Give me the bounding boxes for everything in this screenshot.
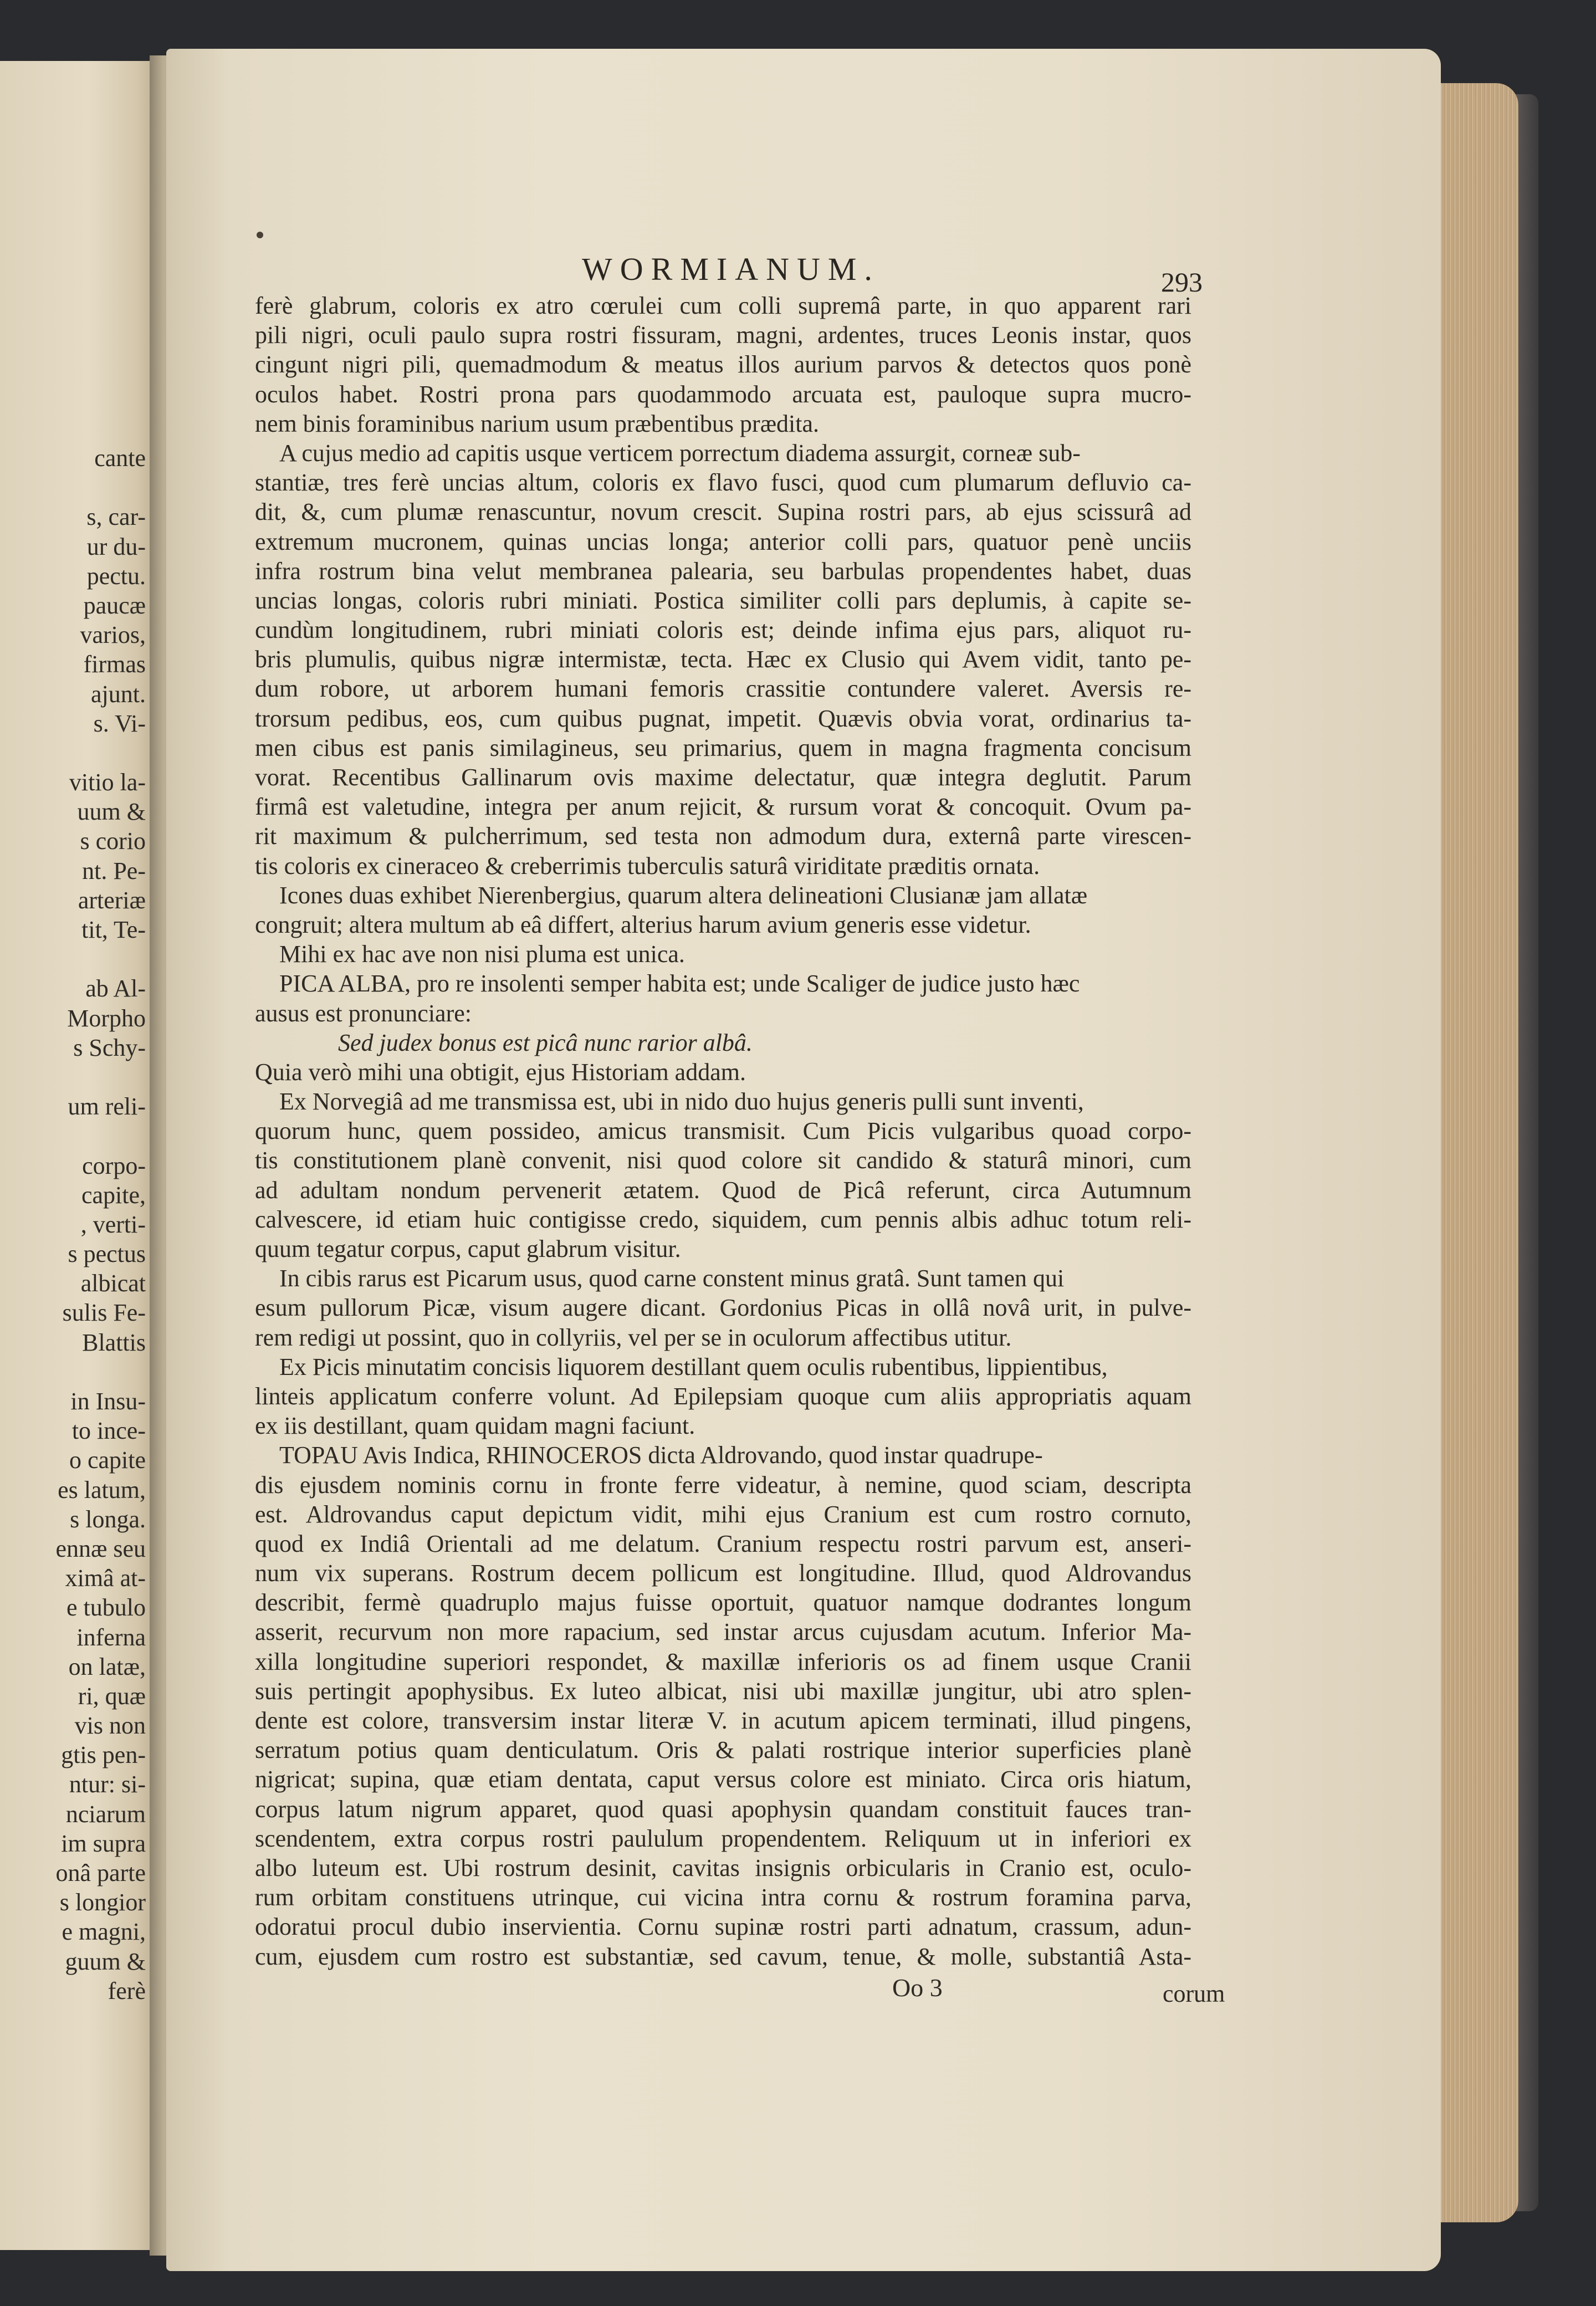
- text-line: pili nigri, oculi paulo supra rostri fissuram, magni, ardentes, truces Leonis instar, quos: [255, 321, 1191, 349]
- left-page-line-fragment: ri, quæ: [78, 1682, 146, 1710]
- text-line: quod ex Indiâ Orientali ad me delatum. Cranium respectu rostri parvum est, anseri-: [255, 1530, 1191, 1557]
- left-page-line-fragment: [0, 1357, 160, 1387]
- text-line: linteis applicatum conferre volunt. Ad Epilepsiam quoque cum aliis appropriatis aquam: [255, 1382, 1191, 1410]
- left-page-line-fragment: s corio: [80, 827, 146, 855]
- running-header: WORMIANUM.: [582, 251, 880, 287]
- text-line: trorsum pedibus, eos, cum quibus pugnat, impetit. Quævis obvia vorat, ordinarius ta-: [255, 704, 1191, 732]
- left-page-line-fragment: on latæ,: [68, 1653, 146, 1680]
- left-page-line-fragment: firmas: [83, 651, 146, 678]
- left-page-line-fragment: gtis pen-: [61, 1741, 146, 1769]
- text-line: Sed judex bonus est picâ nunc rarior albâ.: [338, 1029, 753, 1056]
- left-page-line-fragment: ntur: si-: [69, 1771, 146, 1798]
- left-page: [0, 61, 161, 2250]
- left-page-line-fragment: paucæ: [83, 591, 146, 619]
- text-line: ausus est pronunciare:: [255, 999, 472, 1027]
- text-line: xilla longitudine superiori respondet, & maxillæ inferioris os ad finem usque Cranii: [255, 1648, 1191, 1675]
- text-line: ad adultam nondum pervenerit ætatem. Quod de Picâ referunt, circa Autumnum: [255, 1176, 1191, 1204]
- left-page-line-fragment: ennæ seu: [55, 1535, 146, 1562]
- text-line: Icones duas exhibet Nierenbergius, quarum altera delineationi Clusianæ jam allatæ: [279, 881, 1088, 909]
- left-page-line-fragment: Blattis: [82, 1328, 146, 1356]
- text-line: serratum potius quam denticulatum. Oris & palati rostrique interior superficies planè: [255, 1736, 1191, 1764]
- signature-mark: Oo 3: [892, 1973, 943, 2002]
- main-text-block: [255, 291, 1191, 1971]
- left-page-line-fragment: , verti-: [80, 1210, 146, 1238]
- text-line: rit maximum & pulcherrimum, sed testa non admodum dura, externâ parte virescen-: [255, 822, 1191, 850]
- left-page-line-fragment: capite,: [81, 1181, 146, 1209]
- left-page-line-fragment: inferna: [76, 1623, 146, 1651]
- left-page-line-fragment: ur du-: [86, 533, 146, 560]
- left-page-line-fragment: onâ parte: [55, 1859, 146, 1886]
- ink-speck: [257, 232, 263, 238]
- left-page-line-fragment: nciarum: [65, 1800, 146, 1828]
- left-page-line-fragment: um reli-: [68, 1093, 146, 1121]
- text-line: esum pullorum Picæ, visum augere dicant. Gordonius Picas in ollâ novâ urit, in pulve-: [255, 1294, 1191, 1322]
- text-line: odoratui procul dubio inservientia. Cornu supinæ rostri parti adnatum, crassum, adun-: [255, 1913, 1191, 1941]
- left-page-line-fragment: cante: [94, 444, 146, 472]
- text-line: tis coloris ex cineraceo & creberrimis tuberculis saturâ viriditate præditis ornata.: [255, 852, 1040, 880]
- text-line: corpus latum nigrum apparet, quod quasi apophysin quandam constituit fauces tran-: [255, 1795, 1191, 1823]
- text-line: Ex Picis minutatim concisis liquorem destillant quem oculis rubentibus, lippientibus,: [279, 1353, 1108, 1380]
- left-page-line-fragment: sulis Fe-: [62, 1299, 146, 1327]
- left-page-line-fragment: s, car-: [86, 503, 146, 531]
- text-line: num vix superans. Rostrum decem pollicum est longitudine. Illud, quod Aldrovandus: [255, 1560, 1191, 1587]
- text-line: nem binis foraminibus narium usum præbentibus prædita.: [255, 410, 820, 437]
- text-line: suis pertingit apophysibus. Ex luteo albicat, nisi ubi maxillæ jungitur, ubi atro splen-: [255, 1677, 1191, 1705]
- left-page-line-fragment: [0, 944, 160, 974]
- text-line: dis ejusdem nominis cornu in fronte ferre videatur, à nemine, quod sciam, descripta: [255, 1471, 1191, 1499]
- left-page-line-fragment: in Insu-: [70, 1388, 146, 1415]
- left-page-line-fragment: [0, 1121, 160, 1151]
- left-page-line-fragment: pectu.: [86, 562, 146, 590]
- left-page-line-fragment: es latum,: [58, 1476, 146, 1504]
- text-line: A cujus medio ad capitis usque verticem porrectum diadema assurgit, corneæ sub-: [279, 439, 1081, 467]
- text-line: describit, fermè quadruplo majus fuisse oportuit, quatuor namque dodrantes longum: [255, 1589, 1191, 1617]
- left-page-line-fragment: Morpho: [67, 1004, 146, 1032]
- left-page-line-fragment: [0, 473, 160, 502]
- text-line: quorum hunc, quem possideo, amicus transmisit. Cum Picis vulgaribus quoad corpo-: [255, 1117, 1191, 1145]
- text-line: Quia verò mihi una obtigit, ejus Historiam addam.: [255, 1058, 746, 1086]
- left-page-line-fragment: tit, Te-: [81, 916, 146, 943]
- text-line: cundùm longitudinem, rubri miniati coloris est; deinde infima ejus pars, aliquot ru-: [255, 616, 1191, 644]
- left-page-line-fragment: nt. Pe-: [82, 857, 146, 884]
- left-page-line-fragment: to ince-: [71, 1417, 146, 1445]
- text-line: TOPAU Avis Indica, RHINOCEROS dicta Aldrovando, quod instar quadrupe-: [279, 1441, 1043, 1469]
- left-page-line-fragment: vis non: [74, 1712, 146, 1740]
- text-line: bris plumulis, quibus nigræ intermistæ, tecta. Hæc ex Clusio qui Avem vidit, tanto pe-: [255, 646, 1191, 673]
- left-page-line-fragment: ab Al-: [85, 975, 146, 1003]
- text-line: rem redigi ut possint, quo in collyriis, vel per se in oculorum affectibus utitur.: [255, 1323, 1012, 1351]
- text-line: oculos habet. Rostri prona pars quodammodo arcuata est, pauloque supra mucro-: [255, 380, 1191, 408]
- text-line: congruit; altera multum ab eâ differt, alterius harum avium generis esse videtur.: [255, 911, 1031, 938]
- left-page-line-fragment: s longior: [59, 1889, 146, 1916]
- left-page-line-fragment: [0, 1062, 160, 1092]
- left-page-line-fragment: s Schy-: [73, 1034, 146, 1061]
- text-line: firmâ est valetudine, integra per anum rejicit, & rursum vorat & concoquit. Ovum pa-: [255, 793, 1191, 821]
- left-page-line-fragment: s longa.: [70, 1505, 146, 1533]
- text-line: dente est colore, transversim instar literæ V. in acutum apicem terminati, illud pingens,: [255, 1707, 1191, 1734]
- left-page-line-fragment: o capite: [69, 1446, 146, 1474]
- page-number: 293: [1161, 267, 1203, 298]
- text-line: ex iis destillant, quam quidam magni faciunt.: [255, 1412, 695, 1440]
- left-page-line-fragment: corpo-: [82, 1152, 146, 1179]
- left-page-line-fragment: s pectus: [68, 1240, 146, 1268]
- left-page-line-fragment: uum &: [77, 798, 146, 826]
- text-line: tis constitutionem planè convenit, nisi quod colore sit candido & staturâ minori, cum: [255, 1147, 1191, 1174]
- left-page-line-fragment: [0, 738, 160, 768]
- left-page-line-fragment: guum &: [65, 1947, 146, 1975]
- text-line: infra rostrum bina velut membranea palearia, seu barbulas propendentes habet, duas: [255, 557, 1191, 585]
- text-line: vorat. Recentibus Gallinarum ovis maxime delectatur, quæ integra deglutit. Parum: [255, 764, 1191, 791]
- text-line: calvescere, id etiam huic contigisse credo, siquidem, cum pennis albis adhuc totum reli-: [255, 1205, 1191, 1233]
- text-line: Mihi ex hac ave non nisi pluma est unica.: [279, 940, 685, 968]
- text-line: uncias longas, coloris rubri miniati. Postica similiter colli pars deplumis, à capite se-: [255, 586, 1191, 614]
- text-line: scendentem, extra corpus rostri paululum propendentem. Reliquum ut in inferiori ex: [255, 1824, 1191, 1852]
- left-page-line-fragment: e magni,: [62, 1918, 146, 1946]
- left-page-line-fragment: im supra: [61, 1829, 146, 1857]
- catchword: corum: [1163, 1980, 1225, 2007]
- left-page-line-fragment: ximâ at-: [65, 1564, 146, 1592]
- text-line: ferè glabrum, coloris ex atro cœrulei cum colli supremâ parte, in quo apparent rari: [255, 292, 1191, 319]
- text-line: est. Aldrovandus caput depictum vidit, mihi ejus Cranium est cum rostro cornuto,: [255, 1500, 1191, 1528]
- left-page-line-fragment: vitio la-: [69, 769, 146, 796]
- left-page-line-fragment: varios,: [80, 621, 146, 649]
- text-line: men cibus est panis similagineus, seu primarius, quem in magna fragmenta concisum: [255, 734, 1191, 761]
- text-line: asserit, recurvum non more rapacium, sed instar arcus cujusdam acutum. Inferior Ma-: [255, 1618, 1191, 1646]
- left-page-line-fragment: s. Vi-: [93, 709, 146, 737]
- text-line: nigricat; supina, quæ etiam dentata, caput versus colore est miniato. Circa oris hiatum,: [255, 1766, 1191, 1793]
- text-line: quum tegatur corpus, caput glabrum visitur.: [255, 1235, 681, 1262]
- text-line: albo luteum est. Ubi rostrum desinit, cavitas insignis orbicularis in Cranio est, oculo-: [255, 1854, 1191, 1881]
- left-page-line-fragment: ajunt.: [91, 680, 146, 708]
- left-page-line-fragment: ferè: [108, 1977, 146, 2005]
- left-page-line-fragment: arteriæ: [78, 886, 146, 914]
- text-line: cum, ejusdem cum rostro est substantiæ, sed cavum, tenue, & molle, substantiâ Asta-: [255, 1942, 1191, 1970]
- text-line: extremum mucronem, quinas uncias longa; anterior colli pars, quatuor penè unciis: [255, 528, 1191, 555]
- left-page-line-fragment: e tubulo: [66, 1594, 146, 1622]
- text-line: dum robore, ut arborem humani femoris crassitie contundere valeret. Aversis re-: [255, 675, 1191, 703]
- text-line: cingunt nigri pili, quemadmodum & meatus illos aurium parvos & detectos quos ponè: [255, 351, 1191, 379]
- text-line: PICA ALBA, pro re insolenti semper habita est; unde Scaliger de judice justo hæc: [279, 970, 1080, 998]
- left-page-text: [0, 443, 160, 2006]
- left-page-line-fragment: albicat: [80, 1270, 146, 1297]
- text-line: In cibis rarus est Picarum usus, quod carne constent minus gratâ. Sunt tamen qui: [279, 1265, 1065, 1292]
- text-line: dit, &, cum plumæ renascuntur, novum crescit. Supina rostri pars, ab ejus scissurâ ad: [255, 498, 1191, 526]
- text-line: rum orbitam constituens utrinque, cui vicina intra cornu & rostrum foramina parva,: [255, 1884, 1191, 1911]
- text-line: stantiæ, tres ferè uncias altum, coloris ex flavo fusci, quod cum plumarum defluvio ca-: [255, 469, 1191, 497]
- text-line: Ex Norvegiâ ad me transmissa est, ubi in nido duo hujus generis pulli sunt inventi,: [279, 1088, 1084, 1116]
